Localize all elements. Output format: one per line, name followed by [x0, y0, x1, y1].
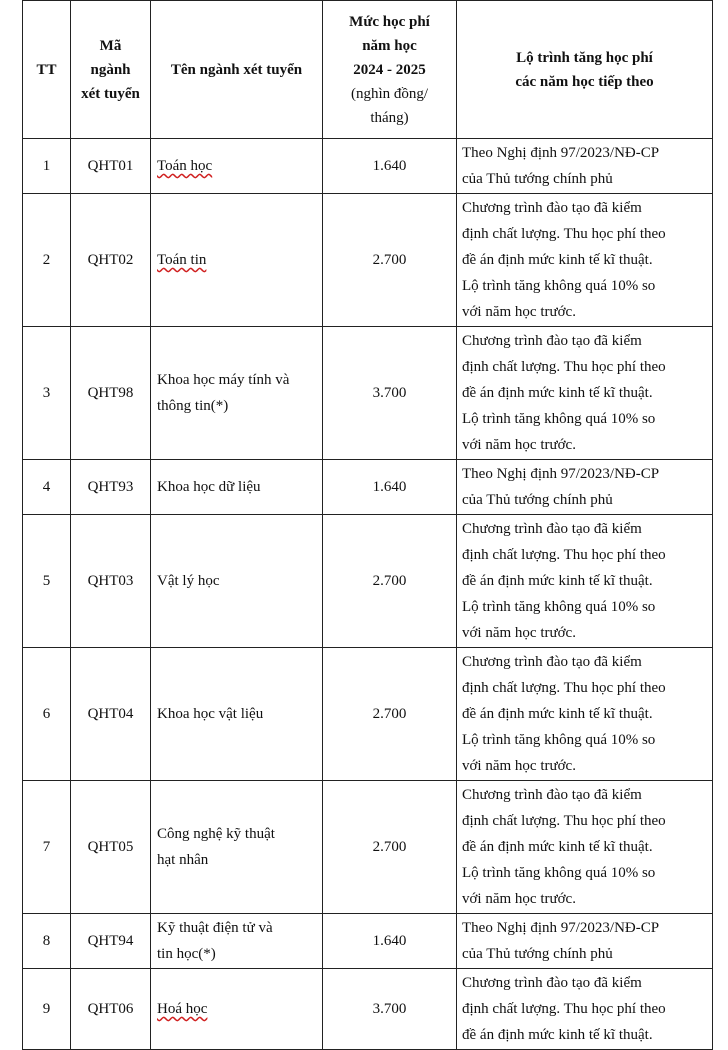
row-name: Kỹ thuật điện tử và tin học(*)	[151, 914, 323, 969]
row-name: Vật lý học	[151, 515, 323, 648]
row-tt: 9	[23, 969, 71, 1050]
row-fee: 3.700	[323, 969, 457, 1050]
row-name: Công nghệ kỹ thuật hạt nhân	[151, 781, 323, 914]
header-roadmap: Lộ trình tăng học phí các năm học tiếp theo	[457, 1, 713, 139]
row-fee: 1.640	[323, 139, 457, 194]
row-tt: 2	[23, 194, 71, 327]
row-note: Theo Nghị định 97/2023/NĐ-CP của Thủ tướng chính phủ	[457, 914, 713, 969]
header-tt: TT	[23, 1, 71, 139]
table-row	[23, 327, 713, 460]
row-note: Theo Nghị định 97/2023/NĐ-CP của Thủ tướng chính phủ	[457, 139, 713, 194]
document-page	[22, 0, 712, 1050]
table-row	[23, 781, 713, 914]
row-tt: 8	[23, 914, 71, 969]
row-code: QHT93	[71, 460, 151, 515]
row-code: QHT98	[71, 327, 151, 460]
row-name: Hoá học	[151, 969, 323, 1050]
row-note: Chương trình đào tạo đã kiểm định chất lượng. Thu học phí theo đề án định mức kinh tế kĩ thuật. Lộ trình tăng không quá 10% so với năm học trước.	[457, 515, 713, 648]
row-fee: 2.700	[323, 194, 457, 327]
row-fee: 3.700	[323, 327, 457, 460]
row-fee: 1.640	[323, 914, 457, 969]
row-note: Chương trình đào tạo đã kiểm định chất lượng. Thu học phí theo đề án định mức kinh tế kĩ thuật. Lộ trình tăng không quá 10% so với năm học trước.	[457, 781, 713, 914]
row-code: QHT04	[71, 648, 151, 781]
row-code: QHT01	[71, 139, 151, 194]
row-fee: 1.640	[323, 460, 457, 515]
row-name: Khoa học vật liệu	[151, 648, 323, 781]
row-name: Khoa học dữ liệu	[151, 460, 323, 515]
row-code: QHT03	[71, 515, 151, 648]
row-note: Theo Nghị định 97/2023/NĐ-CP của Thủ tướng chính phủ	[457, 460, 713, 515]
row-tt: 6	[23, 648, 71, 781]
row-note: Chương trình đào tạo đã kiểm định chất lượng. Thu học phí theo đề án định mức kinh tế kĩ thuật. Lộ trình tăng không quá 10% so với năm học trước.	[457, 648, 713, 781]
table-row	[23, 515, 713, 648]
row-tt: 1	[23, 139, 71, 194]
row-tt: 5	[23, 515, 71, 648]
table-row	[23, 969, 713, 1050]
tuition-table	[22, 0, 713, 1050]
row-fee: 2.700	[323, 515, 457, 648]
row-tt: 4	[23, 460, 71, 515]
row-code: QHT05	[71, 781, 151, 914]
row-code: QHT94	[71, 914, 151, 969]
row-name: Toán tin	[151, 194, 323, 327]
row-note: Chương trình đào tạo đã kiểm định chất lượng. Thu học phí theo đề án định mức kinh tế kĩ thuật.	[457, 969, 713, 1050]
row-name: Toán học	[151, 139, 323, 194]
row-name: Khoa học máy tính và thông tin(*)	[151, 327, 323, 460]
header-code: Mã ngành xét tuyển	[71, 1, 151, 139]
row-fee: 2.700	[323, 781, 457, 914]
row-note: Chương trình đào tạo đã kiểm định chất lượng. Thu học phí theo đề án định mức kinh tế kĩ thuật. Lộ trình tăng không quá 10% so với năm học trước.	[457, 327, 713, 460]
table-row	[23, 194, 713, 327]
table-row	[23, 460, 713, 515]
row-tt: 7	[23, 781, 71, 914]
header-fee: Mức học phí năm học 2024 - 2025 (nghìn đồng/ tháng)	[323, 1, 457, 139]
row-code: QHT02	[71, 194, 151, 327]
table-row	[23, 139, 713, 194]
row-tt: 3	[23, 327, 71, 460]
table-row	[23, 648, 713, 781]
row-fee: 2.700	[323, 648, 457, 781]
row-code: QHT06	[71, 969, 151, 1050]
header-row	[23, 1, 713, 139]
table-row	[23, 914, 713, 969]
header-name: Tên ngành xét tuyển	[151, 1, 323, 139]
row-note: Chương trình đào tạo đã kiểm định chất lượng. Thu học phí theo đề án định mức kinh tế kĩ thuật. Lộ trình tăng không quá 10% so với năm học trước.	[457, 194, 713, 327]
